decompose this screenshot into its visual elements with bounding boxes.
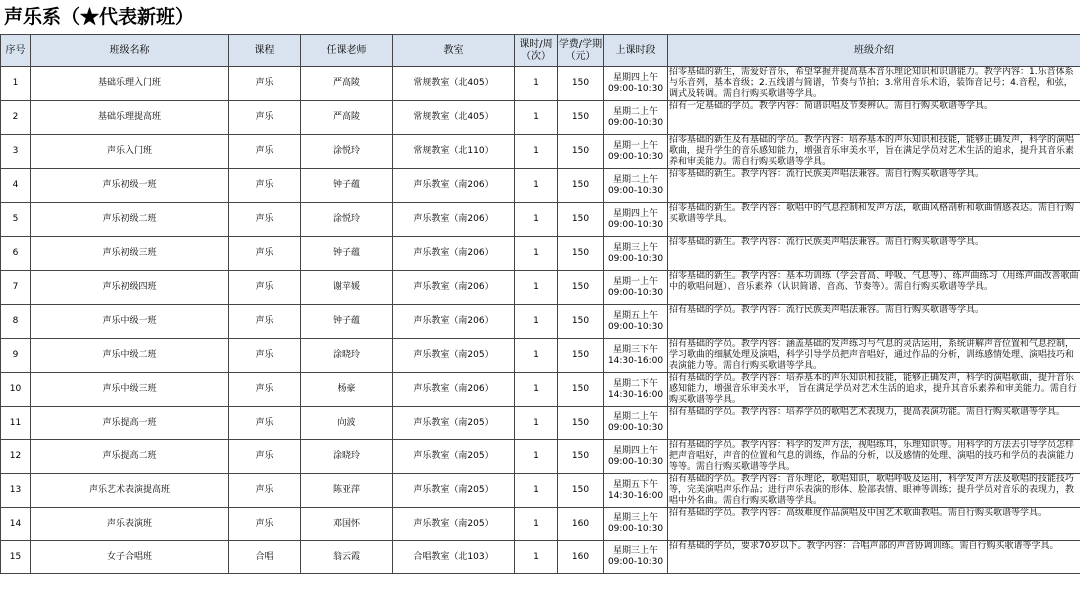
cell-room: 声乐教室（南206） — [393, 271, 515, 305]
cell-hours: 1 — [515, 305, 558, 339]
cell-course: 声乐 — [229, 67, 301, 101]
cell-intro — [668, 135, 1080, 169]
cell-time-slot: 09:00-10:30 — [607, 83, 664, 94]
cell-teacher: 涂悦玲 — [301, 203, 393, 237]
cell-no: 11 — [1, 407, 31, 440]
cell-course: 声乐 — [229, 339, 301, 373]
table-row — [1, 101, 1080, 135]
cell-time-slot: 09:00-10:30 — [607, 524, 664, 534]
cell-time — [604, 305, 668, 339]
cell-class-name: 声乐入门班 — [31, 135, 229, 169]
cell-hours: 1 — [515, 373, 558, 407]
cell-intro-text: 招有基础的学员。教学内容：培养学员的歌唱艺术表现力，提高表演功能。需自行购买歌谱等学具。 — [669, 407, 1066, 417]
cell-intro — [668, 101, 1080, 135]
cell-hours: 1 — [515, 440, 558, 474]
cell-teacher: 翁云霞 — [301, 541, 393, 574]
cell-intro-text: 招有基础的学员。教学内容：高级难度作品演唱及中国艺术歌曲教唱。需自行购买歌谱等学具。 — [669, 508, 1048, 518]
header-class-name: 班级名称 — [31, 35, 229, 67]
header-hours — [515, 35, 558, 67]
cell-fee: 150 — [558, 237, 604, 271]
cell-teacher: 陈亚萍 — [301, 474, 393, 508]
header-fee-line2: （元） — [565, 50, 596, 62]
cell-room: 声乐教室（南206） — [393, 203, 515, 237]
cell-intro — [668, 407, 1080, 440]
cell-intro — [668, 237, 1080, 271]
cell-class-name: 声乐表演班 — [31, 508, 229, 541]
cell-fee: 150 — [558, 440, 604, 474]
cell-hours: 1 — [515, 508, 558, 541]
cell-time-day: 星期三上午 — [612, 513, 658, 523]
cell-room: 声乐教室（南205） — [393, 339, 515, 373]
cell-class-name: 声乐初级二班 — [31, 203, 229, 237]
cell-course: 声乐 — [229, 440, 301, 474]
cell-no: 5 — [1, 203, 31, 237]
cell-no: 9 — [1, 339, 31, 373]
cell-class-name: 声乐中级二班 — [31, 339, 229, 373]
cell-hours: 1 — [515, 407, 558, 440]
cell-fee: 150 — [558, 271, 604, 305]
cell-intro — [668, 67, 1080, 101]
cell-room: 常规教室（北405） — [393, 101, 515, 135]
cell-room: 声乐教室（南205） — [393, 440, 515, 474]
cell-class-name: 声乐中级三班 — [31, 373, 229, 407]
cell-time-slot: 14:30-16:00 — [607, 389, 664, 400]
cell-fee: 150 — [558, 474, 604, 508]
cell-no: 13 — [1, 474, 31, 508]
cell-teacher: 邓国怀 — [301, 508, 393, 541]
cell-intro — [668, 169, 1080, 203]
cell-teacher: 涂晓玲 — [301, 339, 393, 373]
table-row — [1, 305, 1080, 339]
cell-class-name: 声乐初级四班 — [31, 271, 229, 305]
cell-time-slot: 09:00-10:30 — [607, 287, 664, 298]
cell-time-slot: 14:30-16:00 — [607, 355, 664, 366]
cell-fee: 150 — [558, 339, 604, 373]
cell-class-name: 声乐初级一班 — [31, 169, 229, 203]
cell-time — [604, 541, 668, 574]
cell-hours: 1 — [515, 169, 558, 203]
table-row — [1, 508, 1080, 541]
cell-time — [604, 101, 668, 135]
cell-no: 14 — [1, 508, 31, 541]
cell-intro — [668, 203, 1080, 237]
cell-no: 6 — [1, 237, 31, 271]
cell-time — [604, 373, 668, 407]
header-course: 课程 — [229, 35, 301, 67]
cell-course: 声乐 — [229, 203, 301, 237]
cell-time-slot: 09:00-10:30 — [607, 151, 664, 162]
cell-no: 7 — [1, 271, 31, 305]
cell-no: 15 — [1, 541, 31, 574]
cell-no: 1 — [1, 67, 31, 101]
cell-intro-text: 招零基础的新生及有基础的学员。教学内容：培养基本的声乐知识和技能，能够正确发声，科学的演唱歌曲，提升学生的音乐感知能力，增强音乐审美水平，旨在满足学员对艺术生活的追求，提升其音乐素养和审美能力。需自行购买歌谱等学具。 — [669, 135, 1075, 167]
cell-time-day: 星期四上午 — [612, 445, 658, 456]
cell-room: 常规教室（北405） — [393, 67, 515, 101]
cell-intro-text: 招有基础的学员。教学内容：培养基本的声乐知识和技能，能够正确发声，科学的演唱歌曲，提升音乐感知能力，增强音乐审美水平， 旨在满足学员对艺术生活的追求，提升其音乐素养和审美能力。需自行购买歌谱等学具。 — [669, 373, 1077, 405]
cell-intro-text: 招有基础的学员。教学内容：涵盖基础的发声练习与气息的灵活运用，系统讲解声音位置和气息控制，学习歌曲的细腻处理及演唱，科学引导学员把声音唱好，通过作品的分析，训练感情处理、演唱技巧和表演能力等。需自行购买歌谱等学具。 — [669, 339, 1075, 371]
cell-course: 声乐 — [229, 237, 301, 271]
cell-course: 声乐 — [229, 135, 301, 169]
cell-time-day: 星期二下午 — [612, 378, 658, 389]
class-table — [0, 34, 1080, 574]
table-row — [1, 237, 1080, 271]
table-row — [1, 169, 1080, 203]
cell-time-slot: 09:00-10:30 — [607, 185, 664, 196]
cell-fee: 150 — [558, 135, 604, 169]
cell-hours: 1 — [515, 135, 558, 169]
cell-time-slot: 09:00-10:30 — [607, 456, 664, 467]
cell-teacher: 钟子蕴 — [301, 237, 393, 271]
cell-fee: 150 — [558, 67, 604, 101]
cell-intro-text: 招零基础的新生。教学内容：流行民族美声唱法兼容。需自行购买歌谱等学具。 — [669, 237, 985, 247]
cell-course: 声乐 — [229, 101, 301, 135]
cell-room: 声乐教室（南206） — [393, 237, 515, 271]
cell-time-day: 星期二上午 — [612, 174, 658, 185]
cell-intro — [668, 474, 1080, 508]
cell-time-day: 星期一上午 — [612, 140, 658, 151]
cell-hours: 1 — [515, 339, 558, 373]
cell-fee: 150 — [558, 407, 604, 440]
table-header-row — [1, 35, 1080, 67]
cell-room: 声乐教室（南206） — [393, 305, 515, 339]
cell-intro-text: 招有基础的学员，要求70岁以下。教学内容：合唱声部的声音协调训练。需自行购买歌谱等学具。 — [669, 541, 1059, 551]
cell-intro — [668, 373, 1080, 407]
cell-room: 声乐教室（南205） — [393, 407, 515, 440]
cell-course: 声乐 — [229, 169, 301, 203]
cell-time — [604, 474, 668, 508]
cell-no: 2 — [1, 101, 31, 135]
cell-time-day: 星期五下午 — [612, 479, 658, 490]
cell-hours: 1 — [515, 541, 558, 574]
cell-time — [604, 271, 668, 305]
cell-intro — [668, 541, 1080, 574]
cell-fee: 150 — [558, 305, 604, 339]
cell-class-name: 声乐提高一班 — [31, 407, 229, 440]
cell-course: 声乐 — [229, 407, 301, 440]
cell-time-slot: 09:00-10:30 — [607, 219, 664, 230]
cell-time — [604, 508, 668, 541]
cell-room: 声乐教室（南206） — [393, 169, 515, 203]
table-row — [1, 541, 1080, 574]
table-row — [1, 407, 1080, 440]
table-row — [1, 135, 1080, 169]
cell-course: 声乐 — [229, 373, 301, 407]
cell-teacher: 涂晓玲 — [301, 440, 393, 474]
cell-class-name: 声乐中级一班 — [31, 305, 229, 339]
cell-hours: 1 — [515, 101, 558, 135]
cell-fee: 160 — [558, 541, 604, 574]
header-room: 教室 — [393, 35, 515, 67]
header-hours-line1: 课时/周 — [519, 38, 553, 50]
cell-class-name: 基础乐理入门班 — [31, 67, 229, 101]
cell-time-day: 星期四上午 — [612, 208, 658, 219]
page-title: 声乐系（★代表新班） — [4, 6, 195, 28]
cell-room: 合唱教室（北103） — [393, 541, 515, 574]
cell-class-name: 女子合唱班 — [31, 541, 229, 574]
cell-time-day: 星期三上午 — [612, 242, 658, 253]
table-row — [1, 339, 1080, 373]
cell-course: 声乐 — [229, 271, 301, 305]
cell-hours: 1 — [515, 67, 558, 101]
cell-teacher: 严高陵 — [301, 67, 393, 101]
cell-intro-text: 招零基础的新生。教学内容：基本功训练（学会音高、呼吸、气息等）、练声曲练习（用练声曲改善歌曲中的歌唱问题）、音乐素养（认识简谱、音高、节奏等）。需自行购买歌谱等学具。 — [669, 271, 1079, 292]
cell-time-day: 星期二上午 — [612, 412, 658, 422]
cell-time-slot: 09:00-10:30 — [607, 253, 664, 264]
cell-room: 声乐教室（南205） — [393, 508, 515, 541]
cell-teacher: 钟子蕴 — [301, 305, 393, 339]
cell-teacher: 向波 — [301, 407, 393, 440]
cell-time-day: 星期三上午 — [612, 546, 658, 556]
cell-time — [604, 169, 668, 203]
cell-time — [604, 237, 668, 271]
cell-intro-text: 招零基础的新生，需爱好音乐，希望掌握并提高基本音乐理论知识和识谱能力。教学内容：1.乐音体系与乐音列，基本音级；2.五线谱与简谱，节奏与节拍；3.常用音乐术语，装饰音记号；4.音程，和弦，调式及转调。需自行购买歌谱等学具。 — [669, 67, 1074, 99]
cell-time-slot: 14:30-16:00 — [607, 490, 664, 501]
cell-fee: 150 — [558, 101, 604, 135]
cell-no: 10 — [1, 373, 31, 407]
cell-no: 12 — [1, 440, 31, 474]
cell-intro-text: 招有基础的学员。教学内容：流行民族美声唱法兼容。需自行购买歌谱等学具。 — [669, 305, 985, 315]
cell-time-slot: 09:00-10:30 — [607, 321, 664, 332]
cell-fee: 150 — [558, 203, 604, 237]
table-row — [1, 271, 1080, 305]
header-no: 序号 — [1, 35, 31, 67]
cell-time — [604, 203, 668, 237]
cell-course: 合唱 — [229, 541, 301, 574]
cell-class-name: 基础乐理提高班 — [31, 101, 229, 135]
cell-time — [604, 135, 668, 169]
cell-hours: 1 — [515, 203, 558, 237]
cell-fee: 160 — [558, 508, 604, 541]
cell-teacher: 钟子蕴 — [301, 169, 393, 203]
cell-teacher: 涂悦玲 — [301, 135, 393, 169]
table-row — [1, 474, 1080, 508]
cell-time-day: 星期二上午 — [612, 106, 658, 117]
cell-intro — [668, 305, 1080, 339]
header-teacher: 任课老师 — [301, 35, 393, 67]
cell-no: 4 — [1, 169, 31, 203]
cell-intro — [668, 440, 1080, 474]
cell-class-name: 声乐提高二班 — [31, 440, 229, 474]
table-row — [1, 203, 1080, 237]
cell-teacher: 杨豪 — [301, 373, 393, 407]
cell-time-day: 星期一上午 — [612, 276, 658, 287]
cell-course: 声乐 — [229, 508, 301, 541]
header-fee — [558, 35, 604, 67]
table-row — [1, 440, 1080, 474]
cell-intro-text: 招零基础的新生。教学内容：歌唱中的气息控制和发声方法，歌曲风格剖析和歌曲情感表达。需自行购买歌谱等学具。 — [669, 203, 1075, 224]
cell-time-day: 星期三下午 — [612, 344, 658, 355]
header-fee-line1: 学费/学期 — [558, 38, 603, 50]
table-row — [1, 67, 1080, 101]
cell-intro — [668, 339, 1080, 373]
cell-course: 声乐 — [229, 474, 301, 508]
cell-time — [604, 440, 668, 474]
header-time: 上课时段 — [604, 35, 668, 67]
cell-hours: 1 — [515, 474, 558, 508]
cell-fee: 150 — [558, 169, 604, 203]
cell-intro — [668, 271, 1080, 305]
cell-teacher: 严高陵 — [301, 101, 393, 135]
cell-intro-text: 招有基础的学员。教学内容：科学的发声方法，视唱练耳，乐理知识等。用科学的方法去引导学员怎样把声音唱好，声音的位置和气息的训练，作品的分析，以及感情的处理、演唱的技巧和学员的表演能力等等。需自行购买歌谱等学具。 — [669, 440, 1075, 472]
cell-no: 3 — [1, 135, 31, 169]
table-row — [1, 373, 1080, 407]
cell-time — [604, 407, 668, 440]
cell-hours: 1 — [515, 237, 558, 271]
cell-time-slot: 09:00-10:30 — [607, 423, 664, 433]
cell-time — [604, 339, 668, 373]
cell-class-name: 声乐初级三班 — [31, 237, 229, 271]
cell-time-day: 星期四上午 — [612, 72, 658, 83]
cell-intro — [668, 508, 1080, 541]
cell-time — [604, 67, 668, 101]
cell-time-slot: 09:00-10:30 — [607, 557, 664, 567]
cell-room: 常规教室（北110） — [393, 135, 515, 169]
cell-room: 声乐教室（南206） — [393, 373, 515, 407]
header-intro: 班级介绍 — [668, 35, 1080, 67]
cell-fee: 150 — [558, 373, 604, 407]
cell-room: 声乐教室（南205） — [393, 474, 515, 508]
cell-intro-text: 招有基础的学员。教学内容：音乐理论，歌唱知识，歌唱呼吸及运用，科学发声方法及歌唱的技能技巧等，完美演唱声乐作品；进行声乐表演的形体、脸部表情、眼神等训练；提升学员对音乐的表现力，教唱中外名曲。需自行购买歌谱等学具。 — [669, 474, 1075, 506]
cell-time-day: 星期五上午 — [612, 310, 658, 321]
cell-hours: 1 — [515, 271, 558, 305]
cell-time-slot: 09:00-10:30 — [607, 117, 664, 128]
cell-intro-text: 招有一定基础的学员。教学内容：简谱识唱及节奏辨认。需自行购买歌谱等学具。 — [669, 101, 994, 111]
cell-teacher: 谢苹媛 — [301, 271, 393, 305]
header-hours-line2: （次） — [521, 50, 551, 62]
cell-class-name: 声乐艺术表演提高班 — [31, 474, 229, 508]
cell-course: 声乐 — [229, 305, 301, 339]
cell-no: 8 — [1, 305, 31, 339]
cell-intro-text: 招零基础的新生。教学内容：流行民族美声唱法兼容。需自行购买歌谱等学具。 — [669, 169, 985, 179]
